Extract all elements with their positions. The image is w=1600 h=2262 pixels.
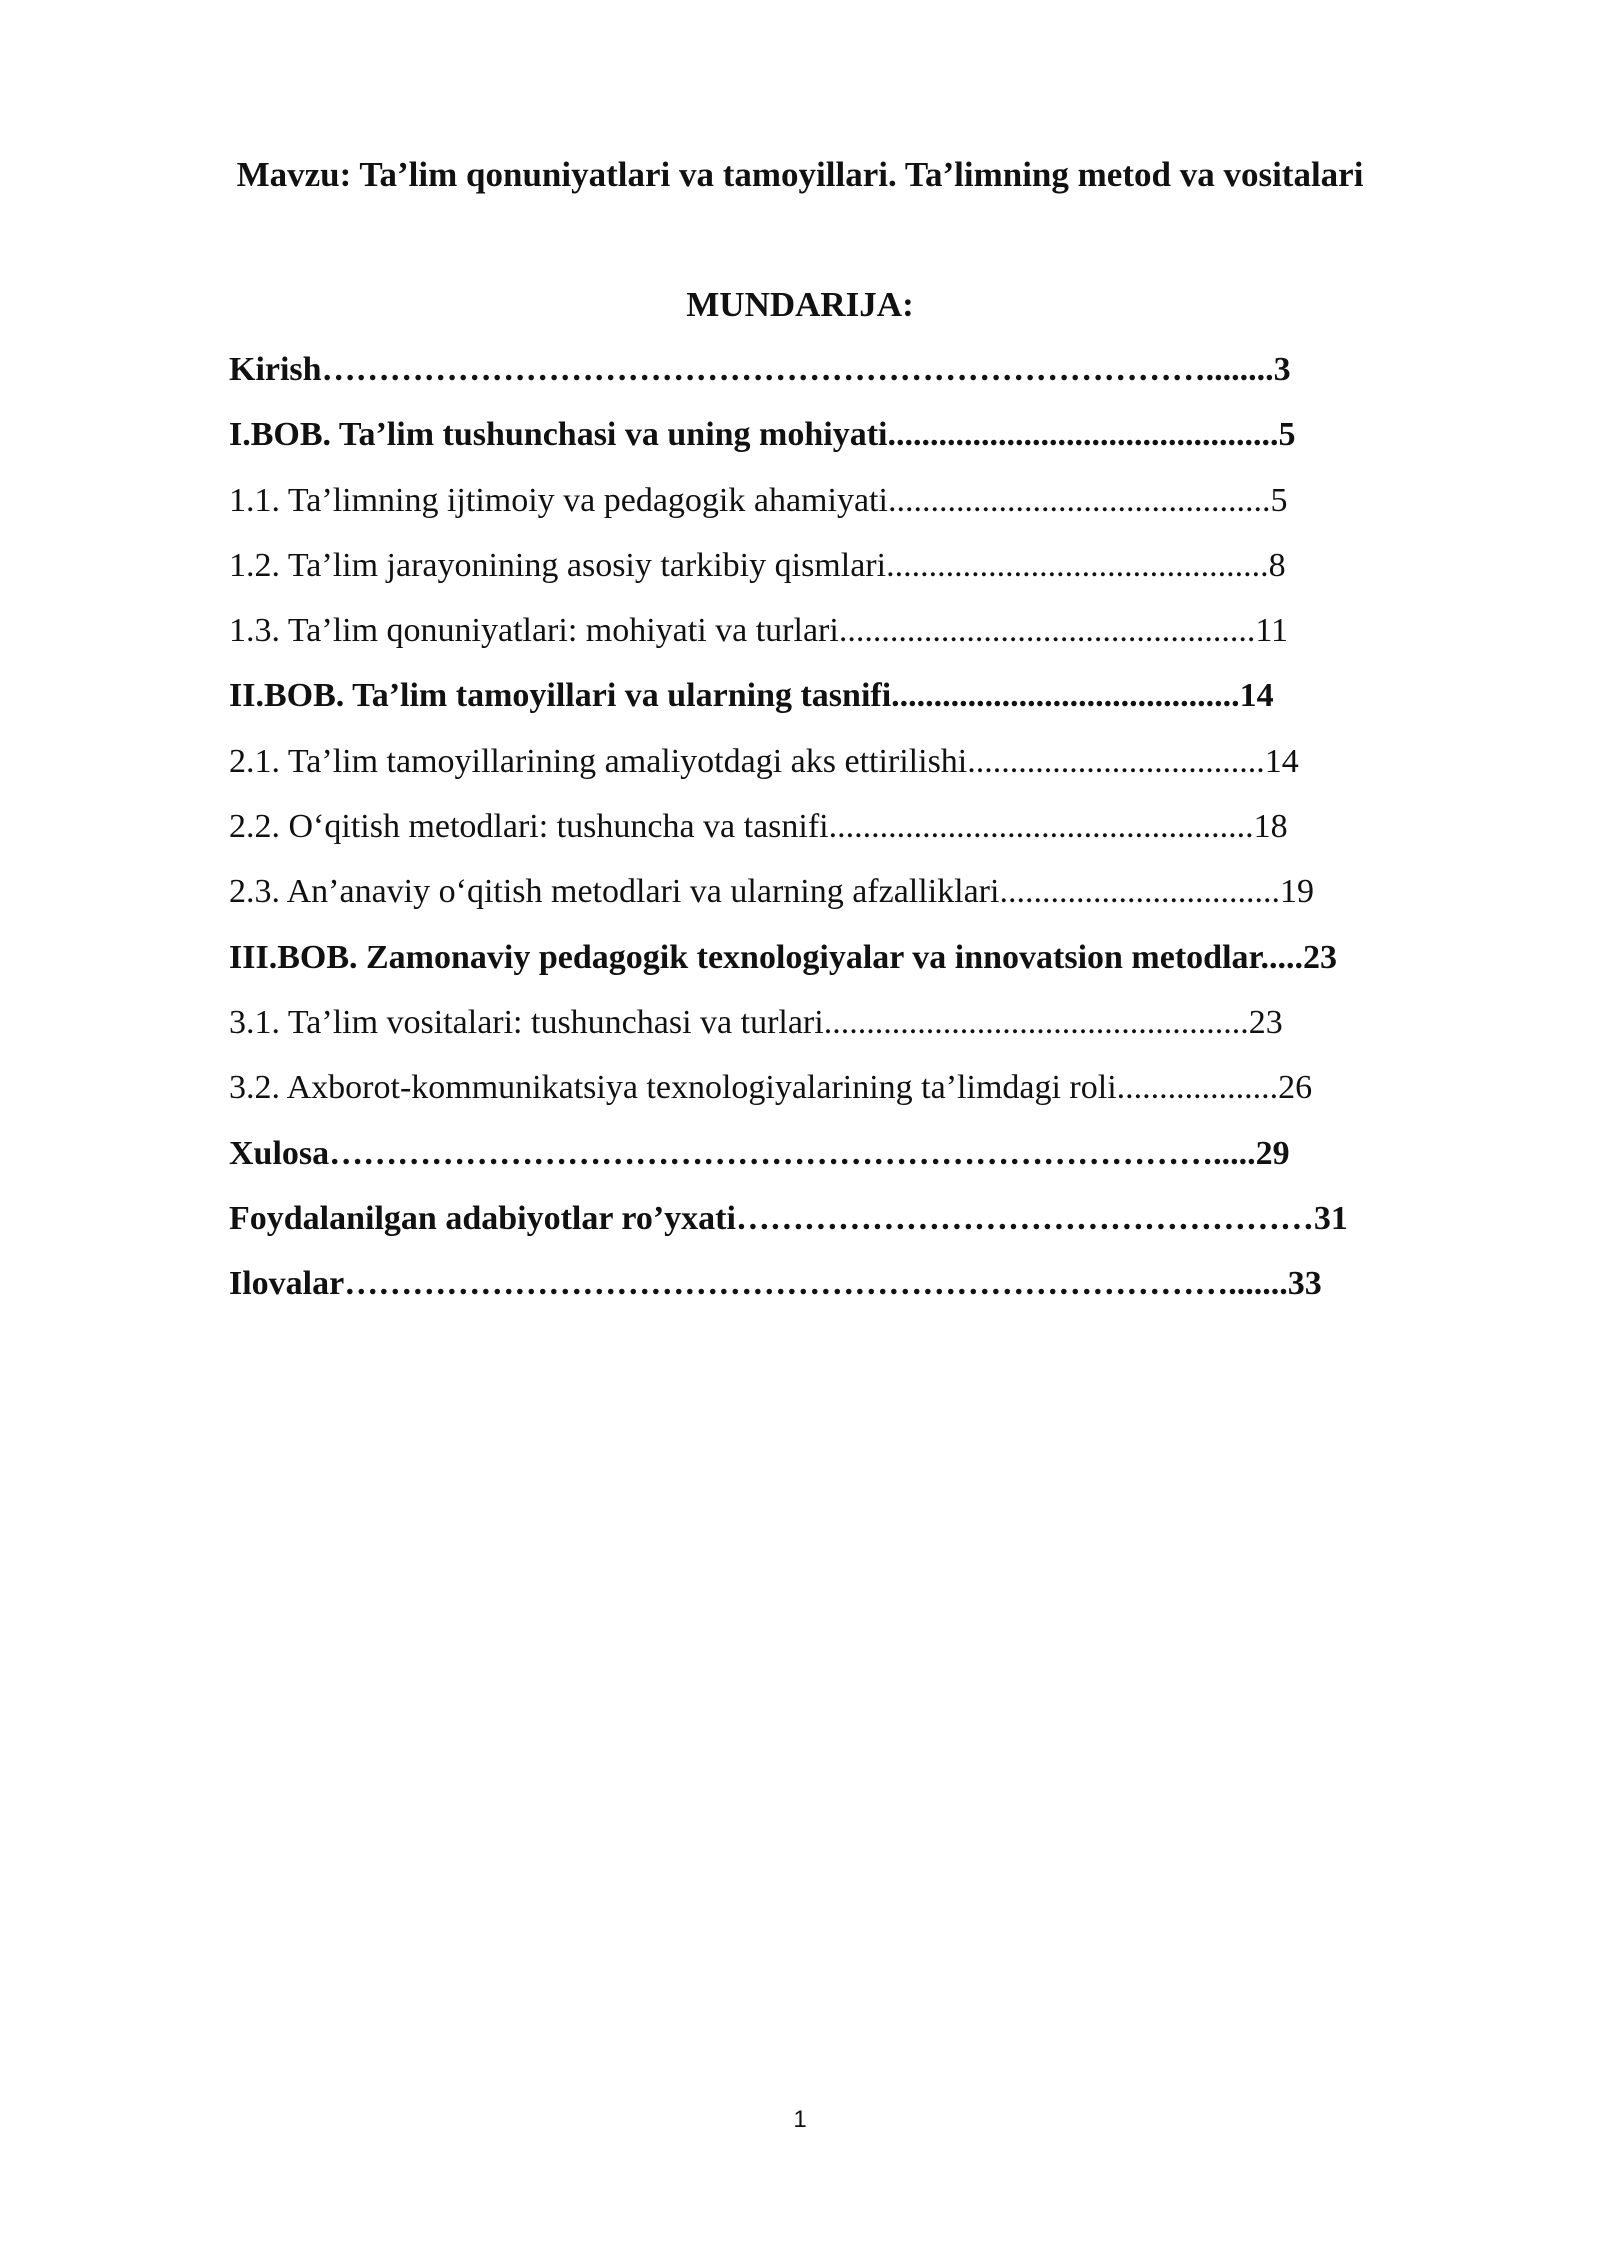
- toc-entry-chapter-2[interactable]: [229, 671, 1479, 736]
- toc-entry-text: 2.3. An’anaviy o‘qitish metodlari va ularning afzalliklari: [229, 873, 1000, 911]
- toc-entry-page: 14: [1264, 742, 1299, 780]
- toc-entry-page: 18: [1253, 808, 1288, 846]
- toc-entry-text: Ilovalar: [229, 1265, 345, 1303]
- toc-entry-leader: ……………………………………………………………………: [321, 351, 1206, 388]
- toc-entry-dots: ........: [1205, 351, 1274, 388]
- toc-heading-text: MUNDARIJA:: [686, 285, 914, 324]
- toc-entry-text: III.BOB. Zamonaviy pedagogik texnologiyalar va innovatsion metodlar: [229, 938, 1261, 976]
- page-number: 1: [793, 2106, 807, 2133]
- toc-entry-text: 2.2. O‘qitish metodlari: tushuncha va tasnifi: [229, 808, 829, 846]
- toc-entry-page: 11: [1255, 612, 1289, 650]
- toc-entry-dots: .........................................: [891, 677, 1240, 715]
- document-title: Mavzu: Ta’lim qonuniyatlari va tamoyillari. Ta’limning metod va vositalari: [236, 155, 1364, 194]
- toc-entry-ilovalar[interactable]: [229, 1259, 1479, 1324]
- toc-entry-3-1[interactable]: [229, 998, 1479, 1063]
- toc-entry-dots: .................................................: [838, 612, 1256, 650]
- toc-entry-text: Foydalanilgan adabiyotlar ro’yxati: [229, 1199, 736, 1237]
- toc-entry-2-3[interactable]: [229, 867, 1479, 932]
- toc-entry-dots: .............................................: [886, 546, 1269, 584]
- toc-entry-2-1[interactable]: [229, 737, 1479, 802]
- toc-entry-dots: ...................................: [967, 742, 1265, 780]
- toc-entry-page: 23: [1303, 938, 1337, 976]
- toc-entry-text: Kirish: [229, 351, 322, 388]
- toc-entry-text: II.BOB. Ta’lim tamoyillari va ularning tasnifi: [229, 677, 892, 715]
- toc-entry-text: 3.1. Ta’lim vositalari: tushunchasi va turlari: [229, 1003, 824, 1041]
- toc-entry-text: 3.2. Axborot-kommunikatsiya texnologiyalarining ta’limdagi roli: [229, 1069, 1117, 1107]
- toc-entry-kirish[interactable]: [229, 345, 1479, 410]
- toc-entry-chapter-3[interactable]: [229, 933, 1479, 998]
- toc-entry-dots: .................................: [999, 873, 1280, 911]
- toc-entry-leader: ……………………………………………………………………: [329, 1134, 1214, 1172]
- toc-entry-page: 31: [1313, 1199, 1348, 1237]
- toc-entry-leader: ……………………………………………: [735, 1199, 1314, 1237]
- toc-entry-page: 3: [1273, 351, 1291, 388]
- toc-entry-dots: ...................: [1116, 1069, 1279, 1107]
- toc-entry-page: 33: [1287, 1265, 1322, 1303]
- toc-entry-chapter-1[interactable]: [229, 410, 1479, 475]
- table-of-contents: [229, 345, 1479, 1324]
- toc-entry-dots: ..............................................: [887, 416, 1279, 454]
- toc-entry-page: 26: [1278, 1069, 1313, 1107]
- toc-heading: [0, 280, 1600, 330]
- toc-entry-dots: .......: [1228, 1265, 1288, 1303]
- toc-entry-dots: .............................................: [887, 481, 1271, 519]
- toc-entry-text: Xulosa: [229, 1134, 330, 1172]
- toc-entry-text: 2.1. Ta’lim tamoyillarining amaliyotdagi aks ettirilishi: [229, 742, 968, 780]
- toc-entry-bibliography[interactable]: [229, 1194, 1479, 1259]
- toc-entry-dots: ..................................................: [823, 1003, 1249, 1041]
- toc-entry-dots: .....: [1260, 938, 1303, 976]
- toc-entry-1-2[interactable]: [229, 541, 1479, 606]
- toc-entry-3-2[interactable]: [229, 1063, 1479, 1128]
- toc-entry-text: 1.3. Ta’lim qonuniyatlari: mohiyati va turlari: [229, 612, 839, 650]
- toc-entry-1-1[interactable]: [229, 476, 1479, 541]
- toc-entry-page: 5: [1270, 481, 1288, 519]
- toc-entry-page: 5: [1278, 416, 1296, 454]
- toc-entry-page: 14: [1239, 677, 1274, 715]
- toc-entry-page: 29: [1255, 1134, 1290, 1172]
- toc-entry-dots: .....: [1213, 1134, 1256, 1172]
- toc-entry-page: 23: [1248, 1003, 1283, 1041]
- toc-entry-xulosa[interactable]: [229, 1129, 1479, 1194]
- toc-entry-leader: ……………………………………………………………………: [344, 1265, 1229, 1303]
- toc-entry-page: 8: [1268, 546, 1286, 584]
- toc-entry-2-2[interactable]: [229, 802, 1479, 867]
- toc-entry-text: 1.1. Ta’limning ijtimoiy va pedagogik ahamiyati: [229, 481, 888, 519]
- toc-entry-text: 1.2. Ta’lim jarayonining asosiy tarkibiy qismlari: [229, 546, 887, 584]
- toc-entry-dots: ..................................................: [828, 808, 1254, 846]
- toc-entry-text: I.BOB. Ta’lim tushunchasi va uning mohiyati: [229, 416, 888, 454]
- toc-entry-page: 19: [1279, 873, 1314, 911]
- toc-entry-1-3[interactable]: [229, 606, 1479, 671]
